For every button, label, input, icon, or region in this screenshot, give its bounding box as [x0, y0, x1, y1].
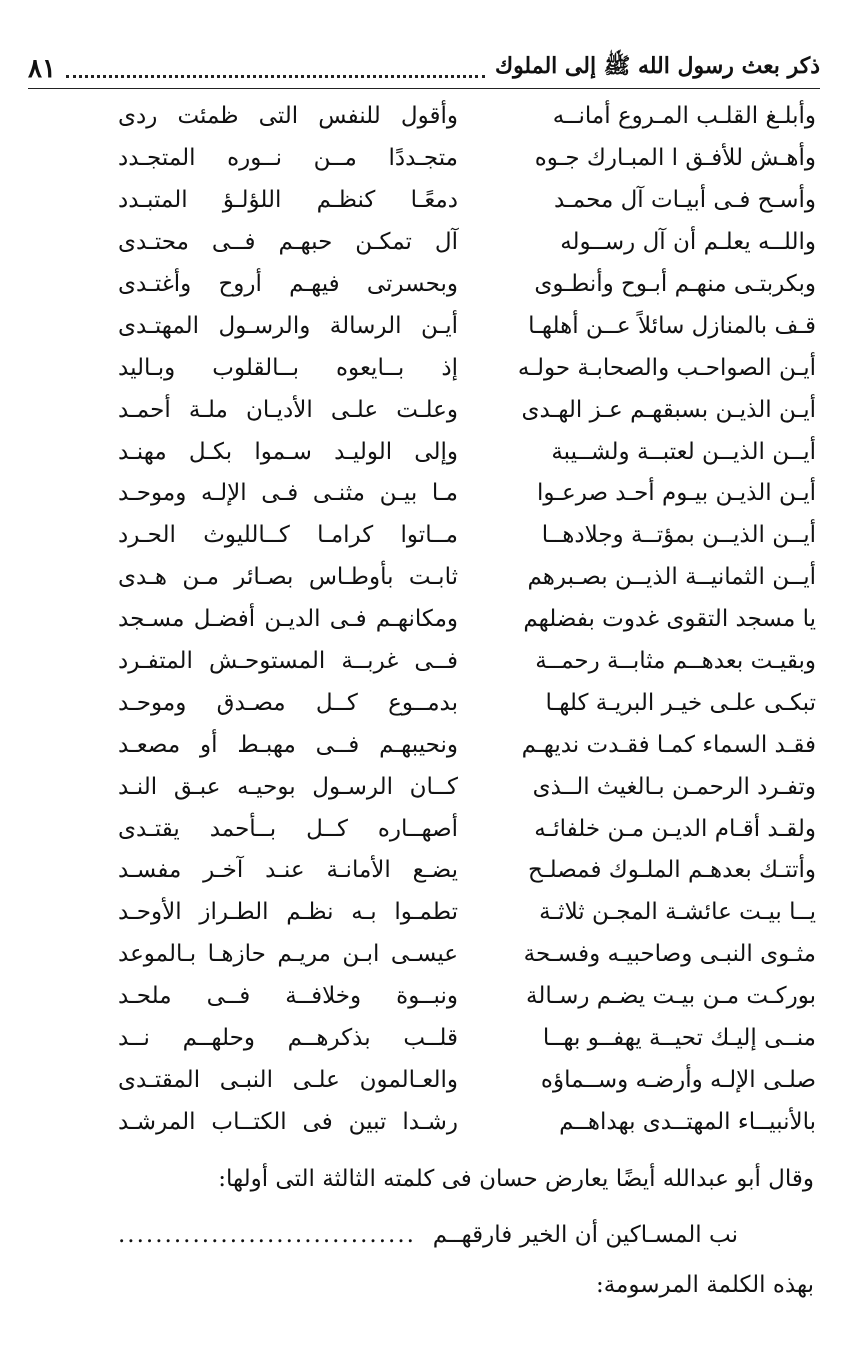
second-hemistich: وبحسرتى فيهـم أروح وأغتـدى: [118, 271, 458, 297]
first-hemistich: أيــن الثمانيــة الذيــن بصـبرهم: [527, 564, 816, 591]
second-hemistich: دمعًـا كنظـم اللؤلـؤ المتبـدد: [118, 187, 458, 214]
second-hemistich: كــان الرسـول بوحيـه عبـق النـد: [118, 773, 458, 800]
couplet: [118, 1101, 816, 1143]
quoted-first-hemistich: نب المسـاكين أن الخير فارقهــم: [432, 1222, 738, 1248]
second-hemistich: إذ بــايعوه بــالقلوب وبـاليد: [118, 354, 458, 381]
first-hemistich: واللــه يعلـم أن آل رســوله: [560, 229, 816, 256]
couplet: [118, 180, 816, 222]
second-hemistich: بدمــوع كــل مصـدق وموحـد: [118, 689, 458, 716]
second-hemistich: مــاتوا كرامـا كــالليوث الحـرد: [118, 522, 458, 549]
couplet: [118, 599, 816, 641]
first-hemistich: قـف بالمنازل سائلاً عــن أهلهـا: [528, 312, 816, 339]
couplet: [118, 557, 816, 599]
second-hemistich: يضـع الأمانـة عنـد آخـر مفسـد: [118, 857, 458, 884]
first-hemistich: مثـوى النبـى وصاحبيـه وفسـحة: [523, 941, 816, 968]
page-number: ٨١: [28, 54, 56, 84]
second-hemistich: ثابـت بأوطـاس بصـائر مـن هـدى: [118, 564, 458, 591]
couplet: [118, 96, 816, 138]
couplet: [118, 222, 816, 264]
couplet: [118, 682, 816, 724]
first-hemistich: وأهـش للأفـق ا المبـارك جـوه: [534, 145, 816, 172]
first-hemistich: ولقـد أقـام الديـن مـن خلفائـه: [534, 815, 816, 842]
couplet: [118, 515, 816, 557]
couplet: [118, 850, 816, 892]
couplet: [118, 347, 816, 389]
first-hemistich: يا مسجد التقوى غدوت بفضلهم: [523, 606, 816, 633]
second-hemistich: قلــب بذكرهــم وحلهــم نــد: [118, 1025, 458, 1052]
couplet: [118, 264, 816, 306]
couplet: [118, 641, 816, 683]
couplet: [118, 305, 816, 347]
page-header: [28, 44, 820, 84]
first-hemistich: وبكربتـى منهـم أبـوح وأنطـوى: [534, 271, 816, 297]
couplet: [118, 473, 816, 515]
header-leader-dots: [66, 74, 485, 78]
second-hemistich: تطمـوا بـه نظـم الطـراز الأوحـد: [118, 899, 458, 926]
couplet: [118, 1018, 816, 1060]
couplet: [118, 1059, 816, 1101]
second-hemistich: وأقول للنفس التى ظمئت ردى: [118, 103, 458, 130]
first-hemistich: يــا بيـت عائشـة المجـن ثلاثـة: [539, 899, 816, 926]
second-hemistich: أصهــاره كــل بــأحمد يقتـدى: [118, 815, 458, 842]
first-hemistich: صلـى الإلـه وأرضـه وســماؤه: [540, 1066, 816, 1093]
couplet: [118, 934, 816, 976]
couplet: [118, 976, 816, 1018]
first-hemistich: وتفـرد الرحمـن بـالغيث الــذى: [532, 773, 816, 800]
second-hemistich: أيـن الرسالة والرسـول المهتـدى: [118, 312, 458, 339]
couplet: [118, 431, 816, 473]
running-title: ذكر بعث رسول الله ﷺ إلى الملوك: [494, 53, 820, 79]
couplet: [118, 389, 816, 431]
first-hemistich: تبكـى علـى خيـر البريـة كلهـا: [545, 689, 816, 716]
second-hemistich: عيسـى ابـن مريـم حازهـا بـالموعد: [118, 941, 458, 968]
second-hemistich: ونبــوة وخلافــة فــى ملحـد: [118, 983, 458, 1010]
couplet: [118, 892, 816, 934]
first-hemistich: منــى إليـك تحيــة يهفــو بهــا: [542, 1025, 816, 1052]
second-hemistich: رشـدا تبين فى الكتــاب المرشـد: [118, 1108, 458, 1135]
first-hemistich: وأسـح فـى أبيـات آل محمـد: [553, 187, 816, 214]
first-hemistich: أيـن الذيـن بسبقهـم عـز الهـدى: [521, 396, 816, 423]
second-hemistich: ومكانهـم فـى الديـن أفضـل مسـجد: [118, 606, 458, 633]
poem: [118, 96, 816, 1143]
quoted-couplet: [118, 1222, 738, 1248]
couplet: [118, 138, 816, 180]
couplet: [118, 724, 816, 766]
couplet: [118, 766, 816, 808]
second-hemistich: متجـددًا مــن نــوره المتجـدد: [118, 145, 458, 172]
prose-outro: بهذه الكلمة المرسومة:: [595, 1272, 814, 1298]
second-hemistich: ونحيبهـم فــى مهبـط أو مصعـد: [118, 731, 458, 758]
first-hemistich: بوركـت مـن بيـت يضـم رسـالة: [526, 983, 816, 1010]
first-hemistich: أيـن الصواحـب والصحابـة حولـه: [517, 354, 816, 381]
second-hemistich: وعلـت علـى الأديـان ملـة أحمـد: [118, 396, 458, 423]
second-hemistich: مـا بيـن مثنـى فـى الإلـه وموحـد: [118, 480, 458, 507]
first-hemistich: أيــن الذيــن بمؤتــة وجلادهــا: [541, 522, 816, 549]
first-hemistich: أيــن الذيــن لعتبــة ولشــيبة: [551, 438, 816, 465]
second-hemistich: آل تمكـن حبهـم فــى محتـدى: [118, 229, 458, 256]
header-rule: [28, 88, 820, 89]
first-hemistich: فقـد السماء كمـا فقـدت نديهـم: [521, 731, 816, 758]
first-hemistich: بالأنبيــاء المهتــدى بهداهــم: [559, 1108, 816, 1135]
second-hemistich: فــى غربــة المستوحـش المتفـرد: [118, 648, 458, 675]
first-hemistich: وأبلـغ القلـب المـروع أمانــه: [552, 103, 816, 130]
second-hemistich: وإلى الوليـد سـموا بكـل مهنـد: [118, 438, 458, 465]
first-hemistich: وبقيـت بعدهــم مثابــة رحمــة: [535, 648, 816, 675]
first-hemistich: وأتتـك بعدهـم الملـوك فمصلـح: [528, 857, 816, 884]
first-hemistich: أيـن الذيـن بيـوم أحـد صرعـوا: [537, 480, 816, 507]
quoted-omission-dots: ................................: [118, 1222, 416, 1248]
prose-intro: وقال أبو عبدالله أيضًا يعارض حسان فى كلمته الثالثة التى أولها:: [218, 1166, 814, 1192]
couplet: [118, 808, 816, 850]
second-hemistich: والعـالمون علـى النبـى المقتـدى: [118, 1066, 458, 1093]
